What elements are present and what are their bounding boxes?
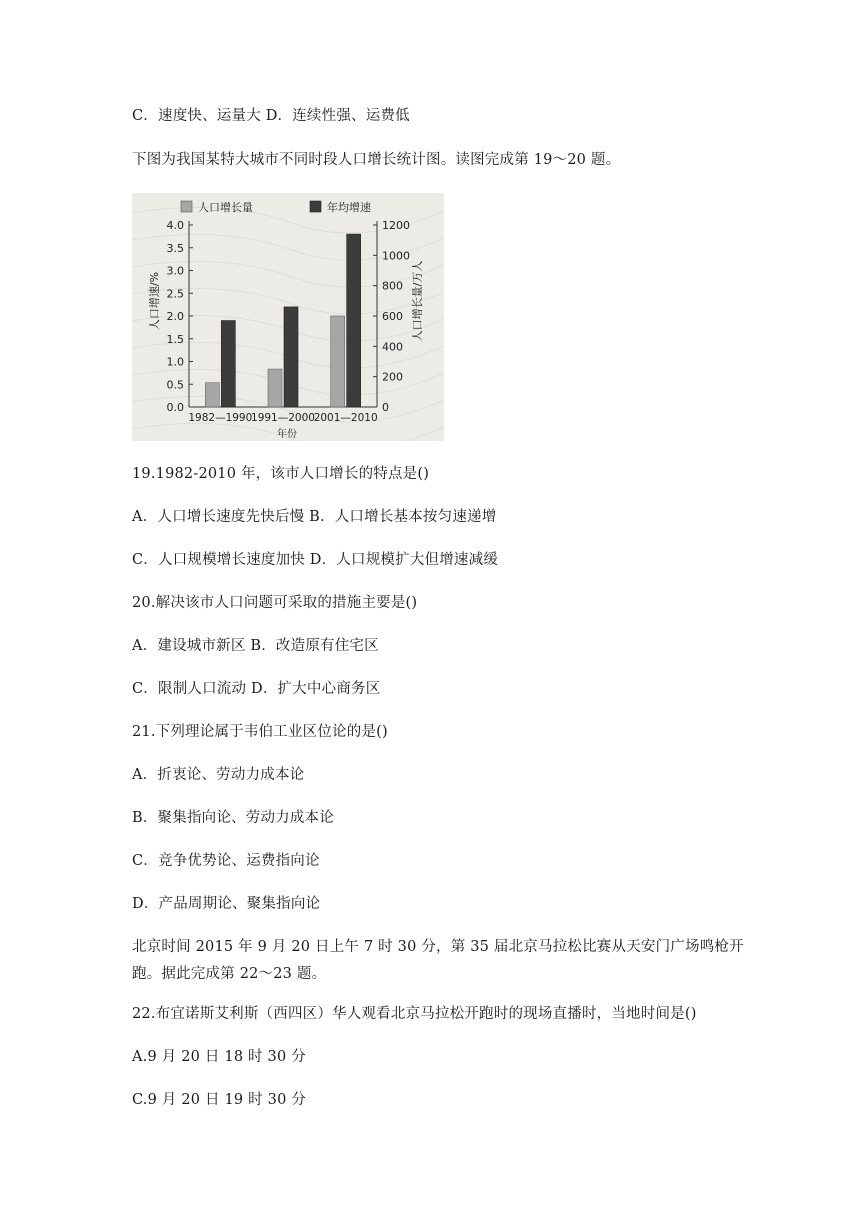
legend-label-growth-rate: 年均增速 xyxy=(327,201,371,214)
question-20: 20.解决该市人口问题可采取的措施主要是() xyxy=(132,595,418,611)
bar-growth-amount-2 xyxy=(268,369,282,407)
right-tick-label: 200 xyxy=(382,370,403,384)
bar-growth-rate-1 xyxy=(221,321,235,407)
bar-growth-rate-3 xyxy=(347,234,361,407)
x-axis-label: 年份 xyxy=(277,429,297,440)
population-chart-svg xyxy=(132,193,444,441)
left-tick-label: 1.0 xyxy=(166,355,184,369)
right-tick-label: 1000 xyxy=(382,249,410,263)
left-axis-label: 人口增速/% xyxy=(148,271,161,331)
left-tick-label: 3.5 xyxy=(166,241,184,255)
chart-intro-text: 下图为我国某特大城市不同时段人口增长统计图。读图完成第 19～20 题。 xyxy=(132,152,621,168)
question-21: 21.下列理论属于韦伯工业区位论的是() xyxy=(132,724,388,740)
question-21-option-d: D．产品周期论、聚集指向论 xyxy=(132,896,321,912)
question-21-option-c: C．竞争优势论、运费指向论 xyxy=(132,853,320,869)
line-options-c-d-transport: C．速度快、运量大 D．连续性强、运费低 xyxy=(132,108,410,124)
right-tick-label: 0 xyxy=(382,401,389,414)
question-22-option-c: C.9 月 20 日 19 时 30 分 xyxy=(132,1092,307,1108)
question-21-option-a: A．折衷论、劳动力成本论 xyxy=(132,767,305,783)
question-19-options-a-b: A．人口增长速度先快后慢 B．人口增长基本按匀速递增 xyxy=(132,509,497,525)
question-19-options-c-d: C．人口规模增长速度加快 D．人口规模扩大但增速减缓 xyxy=(132,552,499,568)
right-tick-label: 800 xyxy=(382,279,403,293)
left-tick-label: 0.5 xyxy=(166,378,184,392)
question-22: 22.布宜诺斯艾利斯（西四区）华人观看北京马拉松开跑时的现场直播时，当地时间是() xyxy=(132,1006,697,1022)
legend-swatch-growth-amount xyxy=(181,201,192,212)
bar-growth-amount-1 xyxy=(205,383,219,407)
x-tick-label: 2001—2010 xyxy=(313,412,378,424)
question-20-options-c-d: C．限制人口流动 D．扩大中心商务区 xyxy=(132,681,381,697)
right-tick-label: 600 xyxy=(382,310,403,323)
left-tick-label: 2.5 xyxy=(166,287,184,301)
left-tick-label: 2.0 xyxy=(166,310,184,323)
question-21-option-b: B．聚集指向论、劳动力成本论 xyxy=(132,810,334,826)
right-axis-label: 人口增长量/万人 xyxy=(411,260,424,342)
right-tick-label: 1200 xyxy=(382,219,410,232)
legend-swatch-growth-rate xyxy=(310,201,321,212)
legend-label-growth-amount: 人口增长量 xyxy=(198,201,253,214)
question-22-option-a: A.9 月 20 日 18 时 30 分 xyxy=(132,1049,306,1065)
marathon-intro: 北京时间 2015 年 9 月 20 日上午 7 时 30 分，第 35 届北京马拉松比赛从天安门广场鸣枪开跑。据此完成第 22～23 题。 xyxy=(132,939,744,982)
question-20-options-a-b: A．建设城市新区 B．改造原有住宅区 xyxy=(132,638,379,654)
x-tick-label: 1982—1990 xyxy=(188,412,253,424)
left-tick-label: 4.0 xyxy=(166,219,184,232)
right-tick-label: 400 xyxy=(382,340,403,354)
population-chart xyxy=(132,193,444,441)
bar-growth-amount-3 xyxy=(331,316,345,407)
left-tick-label: 1.5 xyxy=(166,332,184,346)
x-tick-label: 1991—2000 xyxy=(251,412,315,424)
bar-growth-rate-2 xyxy=(284,307,298,407)
question-19: 19.1982-2010 年，该市人口增长的特点是() xyxy=(132,466,430,482)
left-tick-label: 3.0 xyxy=(166,264,184,278)
left-tick-label: 0.0 xyxy=(166,401,184,414)
